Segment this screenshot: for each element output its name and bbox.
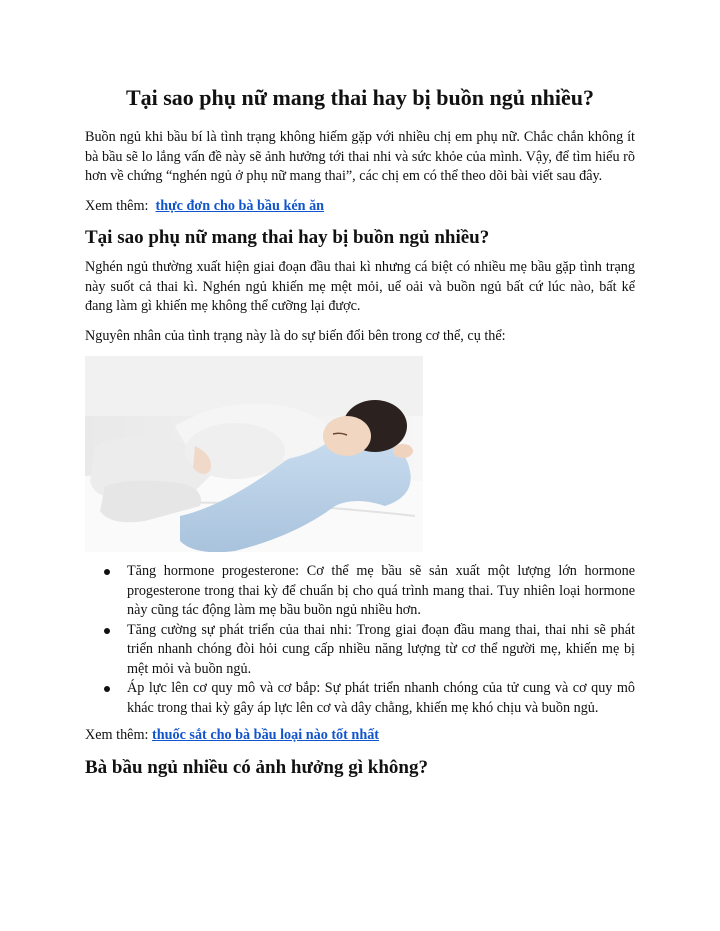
see-more-1-label: Xem thêm: — [85, 197, 149, 214]
see-more-1-link[interactable]: thực đơn cho bà bầu kén ăn — [155, 197, 325, 214]
section-1-heading: Tại sao phụ nữ mang thai hay bị buồn ngủ nhiều? — [85, 227, 490, 248]
section-1-paragraph-2: Nguyên nhân của tình trạng này là do sự biến đổi bên trong cơ thể, cụ thể: — [85, 327, 506, 344]
bullet-icon — [104, 628, 110, 634]
list-item: Áp lực lên cơ quy mô và cơ bắp: Sự phát triển nhanh chóng của tử cung và cơ quy mô khác trong thai kỳ gây áp lực lên cơ và dây chằng, khiến mẹ khó chịu và buồn ngủ. — [85, 679, 635, 718]
see-more-2-link[interactable]: thuốc sắt cho bà bầu loại nào tốt nhất — [151, 727, 380, 743]
see-more-1 — [85, 197, 635, 217]
article — [85, 84, 635, 788]
section-2-heading: Bà bầu ngủ nhiều có ảnh hưởng gì không? — [85, 756, 428, 778]
section-1-paragraph-1: Nghén ngủ thường xuất hiện giai đoạn đầu thai kì nhưng cá biệt có nhiều mẹ bầu gặp tình trạng này suốt cả thai kì. Nghén ngủ khiến mẹ mệt mỏi, uể oải và buồn ngủ bất cứ lúc nào, bất kể đang làm gì khiến mẹ không thể cưỡng lại được. — [85, 259, 635, 314]
bullet-icon — [104, 686, 110, 692]
intro-paragraph: Buồn ngủ khi bầu bí là tình trạng không hiếm gặp với nhiều chị em phụ nữ. Chắc chắn không ít bà bầu sẽ lo lắng vấn đề này sẽ ảnh hưởng tới thai nhi và sức khỏe của mình. Vậy, để tìm hiểu rõ hơn về chứng “nghén ngủ ở phụ nữ mang thai”, các chị em có thể theo dõi bài viết sau đây. — [85, 129, 635, 184]
bullet-icon — [104, 569, 110, 575]
see-more-2 — [85, 726, 635, 746]
cause-list — [85, 562, 635, 718]
page-title: Tại sao phụ nữ mang thai hay bị buồn ngủ nhiều? — [125, 85, 595, 110]
list-item: Tăng hormone progesterone: Cơ thể mẹ bầu sẽ sản xuất một lượng lớn hormone progesterone trong thai kỳ để chuẩn bị cho quá trình mang thai. Tuy nhiên loại hormone này cũng tác động làm mẹ bầu buồn ngủ nhiều hơn. — [85, 562, 635, 621]
see-more-2-label: Xem thêm: — [85, 727, 149, 743]
list-item: Tăng cường sự phát triển của thai nhi: Trong giai đoạn đầu mang thai, thai nhi sẽ phát triển nhanh chóng đòi hỏi cung cấp nhiều năng lượng từ cơ thể người mẹ, khiến mẹ bị mệt mỏi và buồn ngủ. — [85, 621, 635, 680]
pregnant-woman-sleeping-photo — [85, 356, 423, 552]
